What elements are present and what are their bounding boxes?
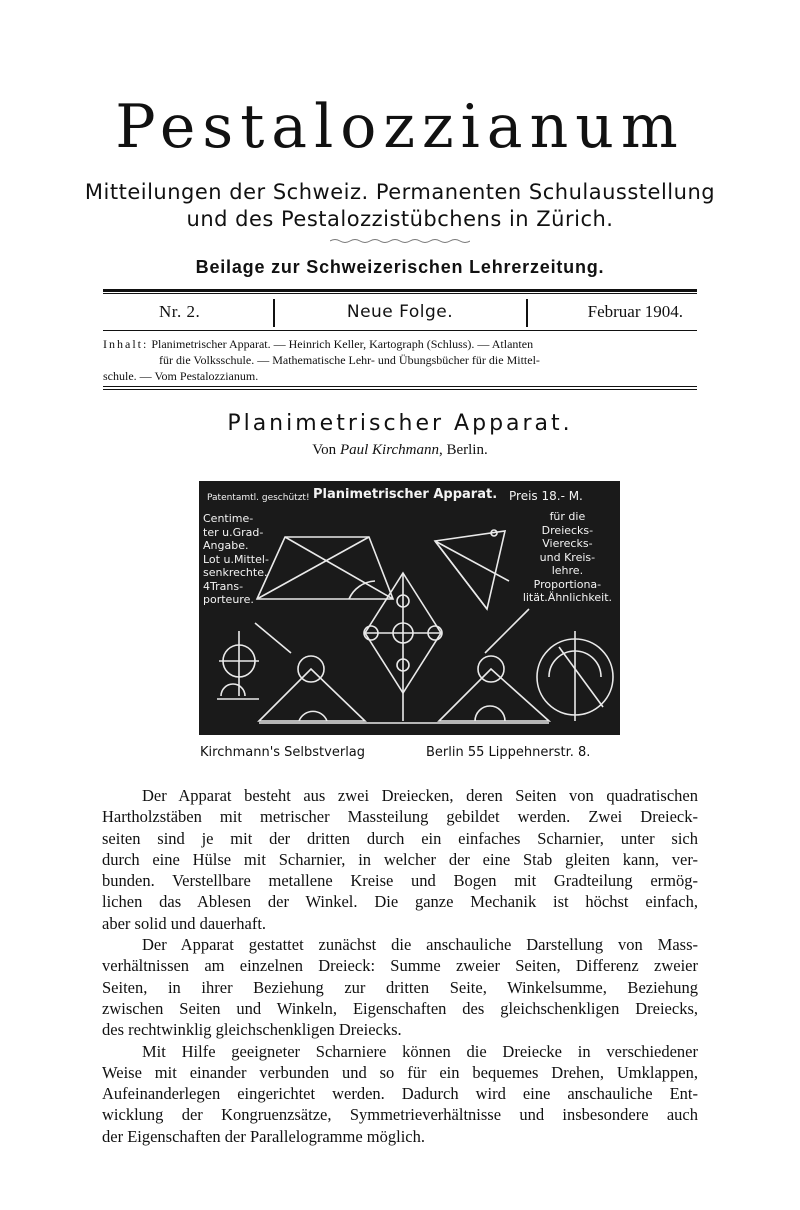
article-author: Paul Kirchmann xyxy=(339,442,439,458)
figure-caption-address: Berlin 55 Lippehnerstr. 8. xyxy=(426,745,591,760)
contents-line: Planimetrischer Apparat. — Heinrich Keller, Kartograph (Schluss). — Atlanten xyxy=(151,337,534,351)
issue-series: Neue Folge. xyxy=(346,302,454,322)
body-line: zwischen Seiten und Winkeln, Eigenschaften des gleichschenkligen Dreiecks, xyxy=(102,998,698,1018)
rule-contents-top xyxy=(103,330,697,331)
rule-contents-bottom xyxy=(103,386,697,387)
body-line: bunden. Verstellbare metallene Kreise und Bogen mit Gradteilung ermög- xyxy=(102,871,698,891)
issue-date: Februar 1904. xyxy=(587,302,683,321)
body-line: verhältnissen am einzelnen Dreieck: Summe zweier Seiten, Differenz zweier xyxy=(102,956,698,976)
body-line: Mit Hilfe geeigneter Scharniere können die Dreiecke in verschiedener xyxy=(142,1041,698,1061)
figure-left-features: Centime- ter u.Grad- Angabe. Lot u.Mittel- senkrechte. 4Trans- porteure. xyxy=(203,512,269,606)
body-line: Weise mit einander verbunden und so für ein bequemes Drehen, Umklappen, xyxy=(102,1062,698,1082)
rule-contents-bottom-2 xyxy=(103,389,697,390)
figure-price: Preis 18.- M. xyxy=(509,489,583,503)
contents-line: schule. — Vom Pestalozzianum. xyxy=(103,369,259,383)
body-line: Hartholzstäben mit metrischer Massteilung gebildet werden. Zwei Dreieck- xyxy=(102,807,698,827)
body-line: lichen das Ablesen der Winkel. Die ganze Mechanik ist höchst einfach, xyxy=(102,892,698,912)
body-line: Aufeinanderlegen eingerichtet werden. Dadurch wird eine anschauliche Ent- xyxy=(102,1084,698,1104)
apparatus-illustration xyxy=(199,481,620,735)
body-line: des rechtwinklig gleichschenkligen Dreiecks. xyxy=(102,1020,402,1040)
table-of-contents xyxy=(103,336,697,384)
body-line: Seiten, in ihrer Beziehung zur dritten Seite, Winkelsumme, Beziehung xyxy=(102,977,698,997)
issue-info-row xyxy=(103,295,697,329)
body-line: der Eigenschaften der Parallelogramme möglich. xyxy=(102,1126,425,1146)
article-byline: Von Paul Kirchmann, Berlin. xyxy=(312,442,488,458)
issue-separator-2 xyxy=(526,299,528,327)
masthead-title: Pestalozzianum xyxy=(115,92,685,162)
rule-top-thick xyxy=(103,289,697,292)
ornament-divider xyxy=(330,237,470,245)
figure-title: Planimetrischer Apparat. xyxy=(313,487,498,502)
article-title: Planimetrischer Apparat. xyxy=(227,411,573,436)
body-line: aber solid und dauerhaft. xyxy=(102,913,267,933)
body-line: Der Apparat besteht aus zwei Dreiecken, deren Seiten von quadratischen xyxy=(142,786,698,805)
issue-number: Nr. 2. xyxy=(159,302,201,321)
body-line: durch eine Hülse mit Scharnier, in welcher der eine Stab gleiten kann, ver- xyxy=(102,849,698,869)
contents-label: Inhalt: xyxy=(103,337,149,351)
masthead-subtitle-line2: und des Pestalozzistübchens in Zürich. xyxy=(186,207,614,231)
body-line: seiten sind je mit der dritten durch ein einfaches Scharnier, unter sich xyxy=(102,828,698,848)
figure-right-features: für die Dreiecks- Vierecks- und Kreis- lehre. Proportiona- lität.Ähnlichkeit. xyxy=(522,510,612,604)
article-body xyxy=(102,785,698,1147)
contents-line: für die Volksschule. — Mathematische Lehr- und Übungsbücher für die Mittel- xyxy=(159,353,540,367)
body-line: Der Apparat gestattet zunächst die anschauliche Darstellung von Mass- xyxy=(142,935,698,955)
body-line: wicklung der Kongruenzsätze, Symmetrieverhältnisse und insbesondere auch xyxy=(102,1105,698,1125)
figure-patent-label: Patentamtl. geschützt! xyxy=(207,493,310,503)
issue-separator-1 xyxy=(273,299,275,327)
supplement-line: Beilage zur Schweizerischen Lehrerzeitung. xyxy=(195,257,605,277)
rule-top-thin xyxy=(103,293,697,294)
masthead-subtitle-line1: Mitteilungen der Schweiz. Permanenten Schulausstellung xyxy=(84,180,716,204)
figure-caption-publisher: Kirchmann's Selbstverlag xyxy=(200,745,366,760)
